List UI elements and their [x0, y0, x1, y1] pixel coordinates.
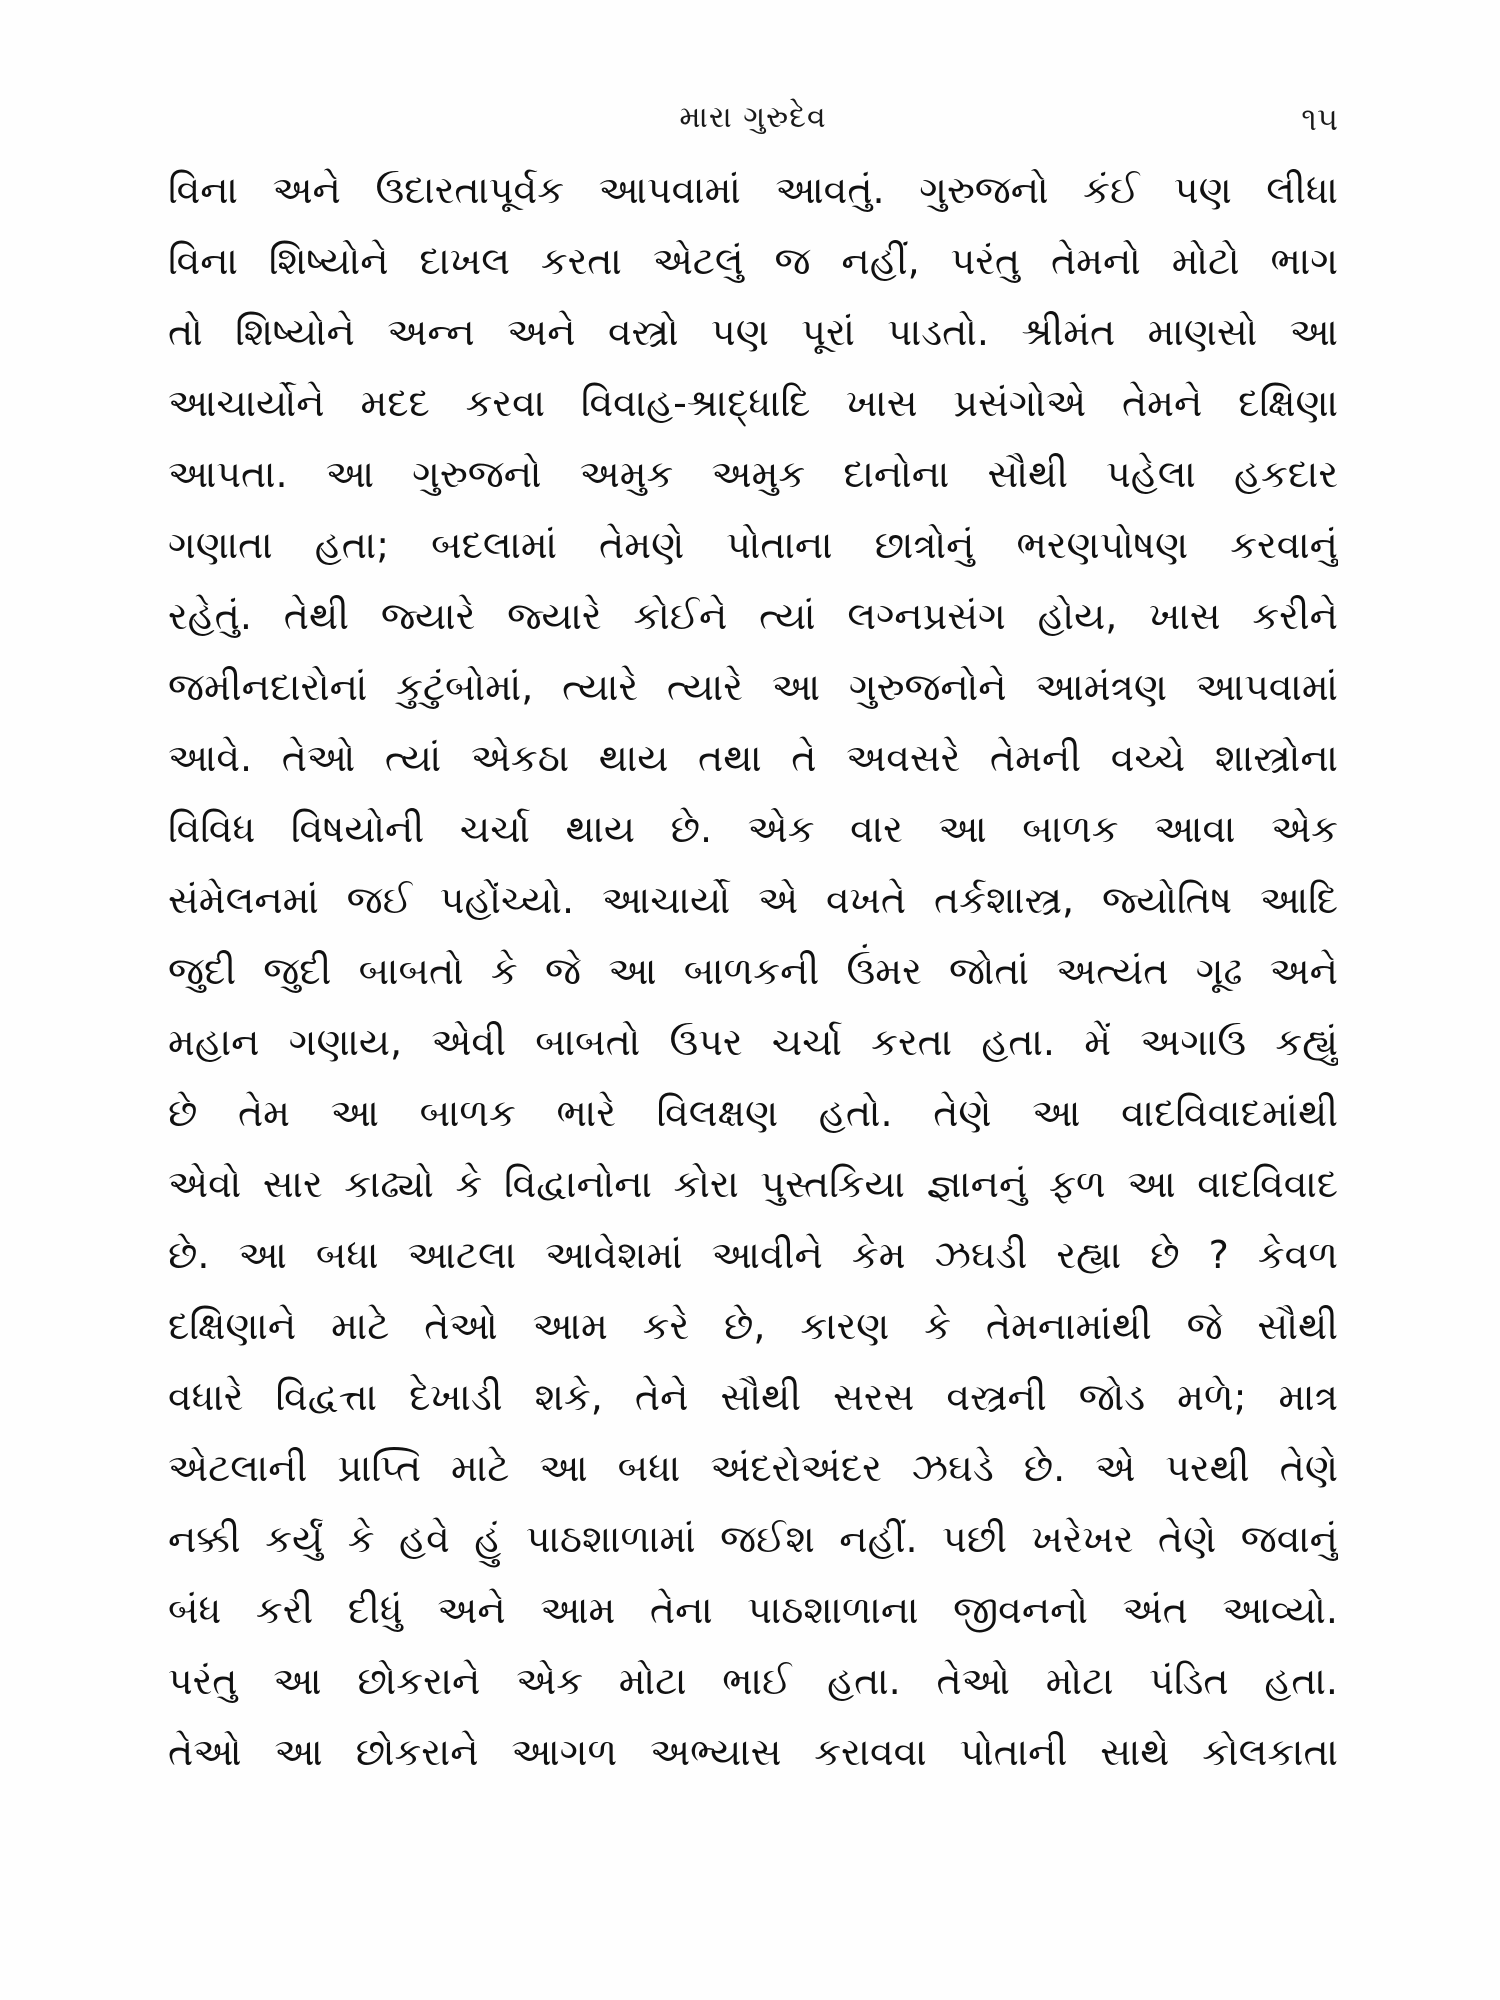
body-text [168, 155, 1338, 1788]
page-header [168, 100, 1338, 150]
text-line: આચાર્યોને મદદ કરવા વિવાહ-શ્રાદ્ધાદિ ખાસ પ્રસંગોએ તેમને દક્ષિણા [168, 381, 1338, 425]
text-line: છે. આ બધા આટલા આવેશમાં આવીને કેમ ઝઘડી રહ્યા છે ? કેવળ [168, 1233, 1338, 1277]
text-line: તેઓ આ છોકરાને આગળ અભ્યાસ કરાવવા પોતાની સાથે કોલકાતા [168, 1730, 1338, 1774]
text-line: આવે. તેઓ ત્યાં એકઠા થાય તથા તે અવસરે તેમની વચ્ચે શાસ્ત્રોના [168, 736, 1338, 780]
text-line: આપતા. આ ગુરુજનો અમુક અમુક દાનોના સૌથી પહેલા હકદાર [168, 452, 1338, 496]
text-line: દક્ષિણાને માટે તેઓ આમ કરે છે, કારણ કે તેમનામાંથી જે સૌથી [168, 1304, 1338, 1348]
page-number: ૧૫ [1301, 100, 1338, 138]
text-line: એટલાની પ્રાપ્તિ માટે આ બધા અંદરોઅંદર ઝઘડે છે. એ પરથી તેણે [168, 1446, 1338, 1490]
text-line: ગણાતા હતા; બદલામાં તેમણે પોતાના છાત્રોનું ભરણપોષણ કરવાનું [168, 523, 1338, 567]
text-line: જુદી જુદી બાબતો કે જે આ બાળકની ઉંમર જોતાં અત્યંત ગૂઢ અને [168, 949, 1338, 993]
text-line: વિના અને ઉદારતાપૂર્વક આપવામાં આવતું. ગુરુજનો કંઈ પણ લીધા [168, 168, 1338, 212]
text-line: વિવિધ વિષયોની ચર્ચા થાય છે. એક વાર આ બાળક આવા એક [168, 807, 1338, 851]
text-line: મહાન ગણાય, એવી બાબતો ઉપર ચર્ચા કરતા હતા. મેં અગાઉ કહ્યું [168, 1020, 1338, 1064]
text-line: વિના શિષ્યોને દાખલ કરતા એટલું જ નહીં, પરંતુ તેમનો મોટો ભાગ [168, 239, 1338, 283]
text-line: સંમેલનમાં જઈ પહોંચ્યો. આચાર્યો એ વખતે તર્કશાસ્ત્ર, જ્યોતિષ આદિ [168, 878, 1338, 922]
text-line: છે તેમ આ બાળક ભારે વિલક્ષણ હતો. તેણે આ વાદવિવાદમાંથી [168, 1091, 1338, 1135]
text-line: તો શિષ્યોને અન્ન અને વસ્ત્રો પણ પૂરાં પાડતો. શ્રીમંત માણસો આ [168, 310, 1338, 354]
text-line: પરંતુ આ છોકરાને એક મોટા ભાઈ હતા. તેઓ મોટા પંડિત હતા. [168, 1659, 1338, 1703]
text-line: એવો સાર કાઢ્યો કે વિદ્વાનોના કોરા પુસ્તકિયા જ્ઞાનનું ફળ આ વાદવિવાદ [168, 1162, 1338, 1206]
running-title: મારા ગુરુદેવ [679, 100, 827, 135]
text-line: રહેતું. તેથી જ્યારે જ્યારે કોઈને ત્યાં લગ્નપ્રસંગ હોય, ખાસ કરીને [168, 594, 1338, 638]
text-line: વધારે વિદ્વત્તા દેખાડી શકે, તેને સૌથી સરસ વસ્ત્રની જોડ મળે; માત્ર [168, 1375, 1338, 1419]
text-line: જમીનદારોનાં કુટુંબોમાં, ત્યારે ત્યારે આ ગુરુજનોને આમંત્રણ આપવામાં [168, 665, 1338, 709]
text-line: બંધ કરી દીધું અને આમ તેના પાઠશાળાના જીવનનો અંત આવ્યો. [168, 1588, 1338, 1632]
text-line: નક્કી કર્યું કે હવે હું પાઠશાળામાં જઈશ નહીં. પછી ખરેખર તેણે જવાનું [168, 1517, 1338, 1561]
